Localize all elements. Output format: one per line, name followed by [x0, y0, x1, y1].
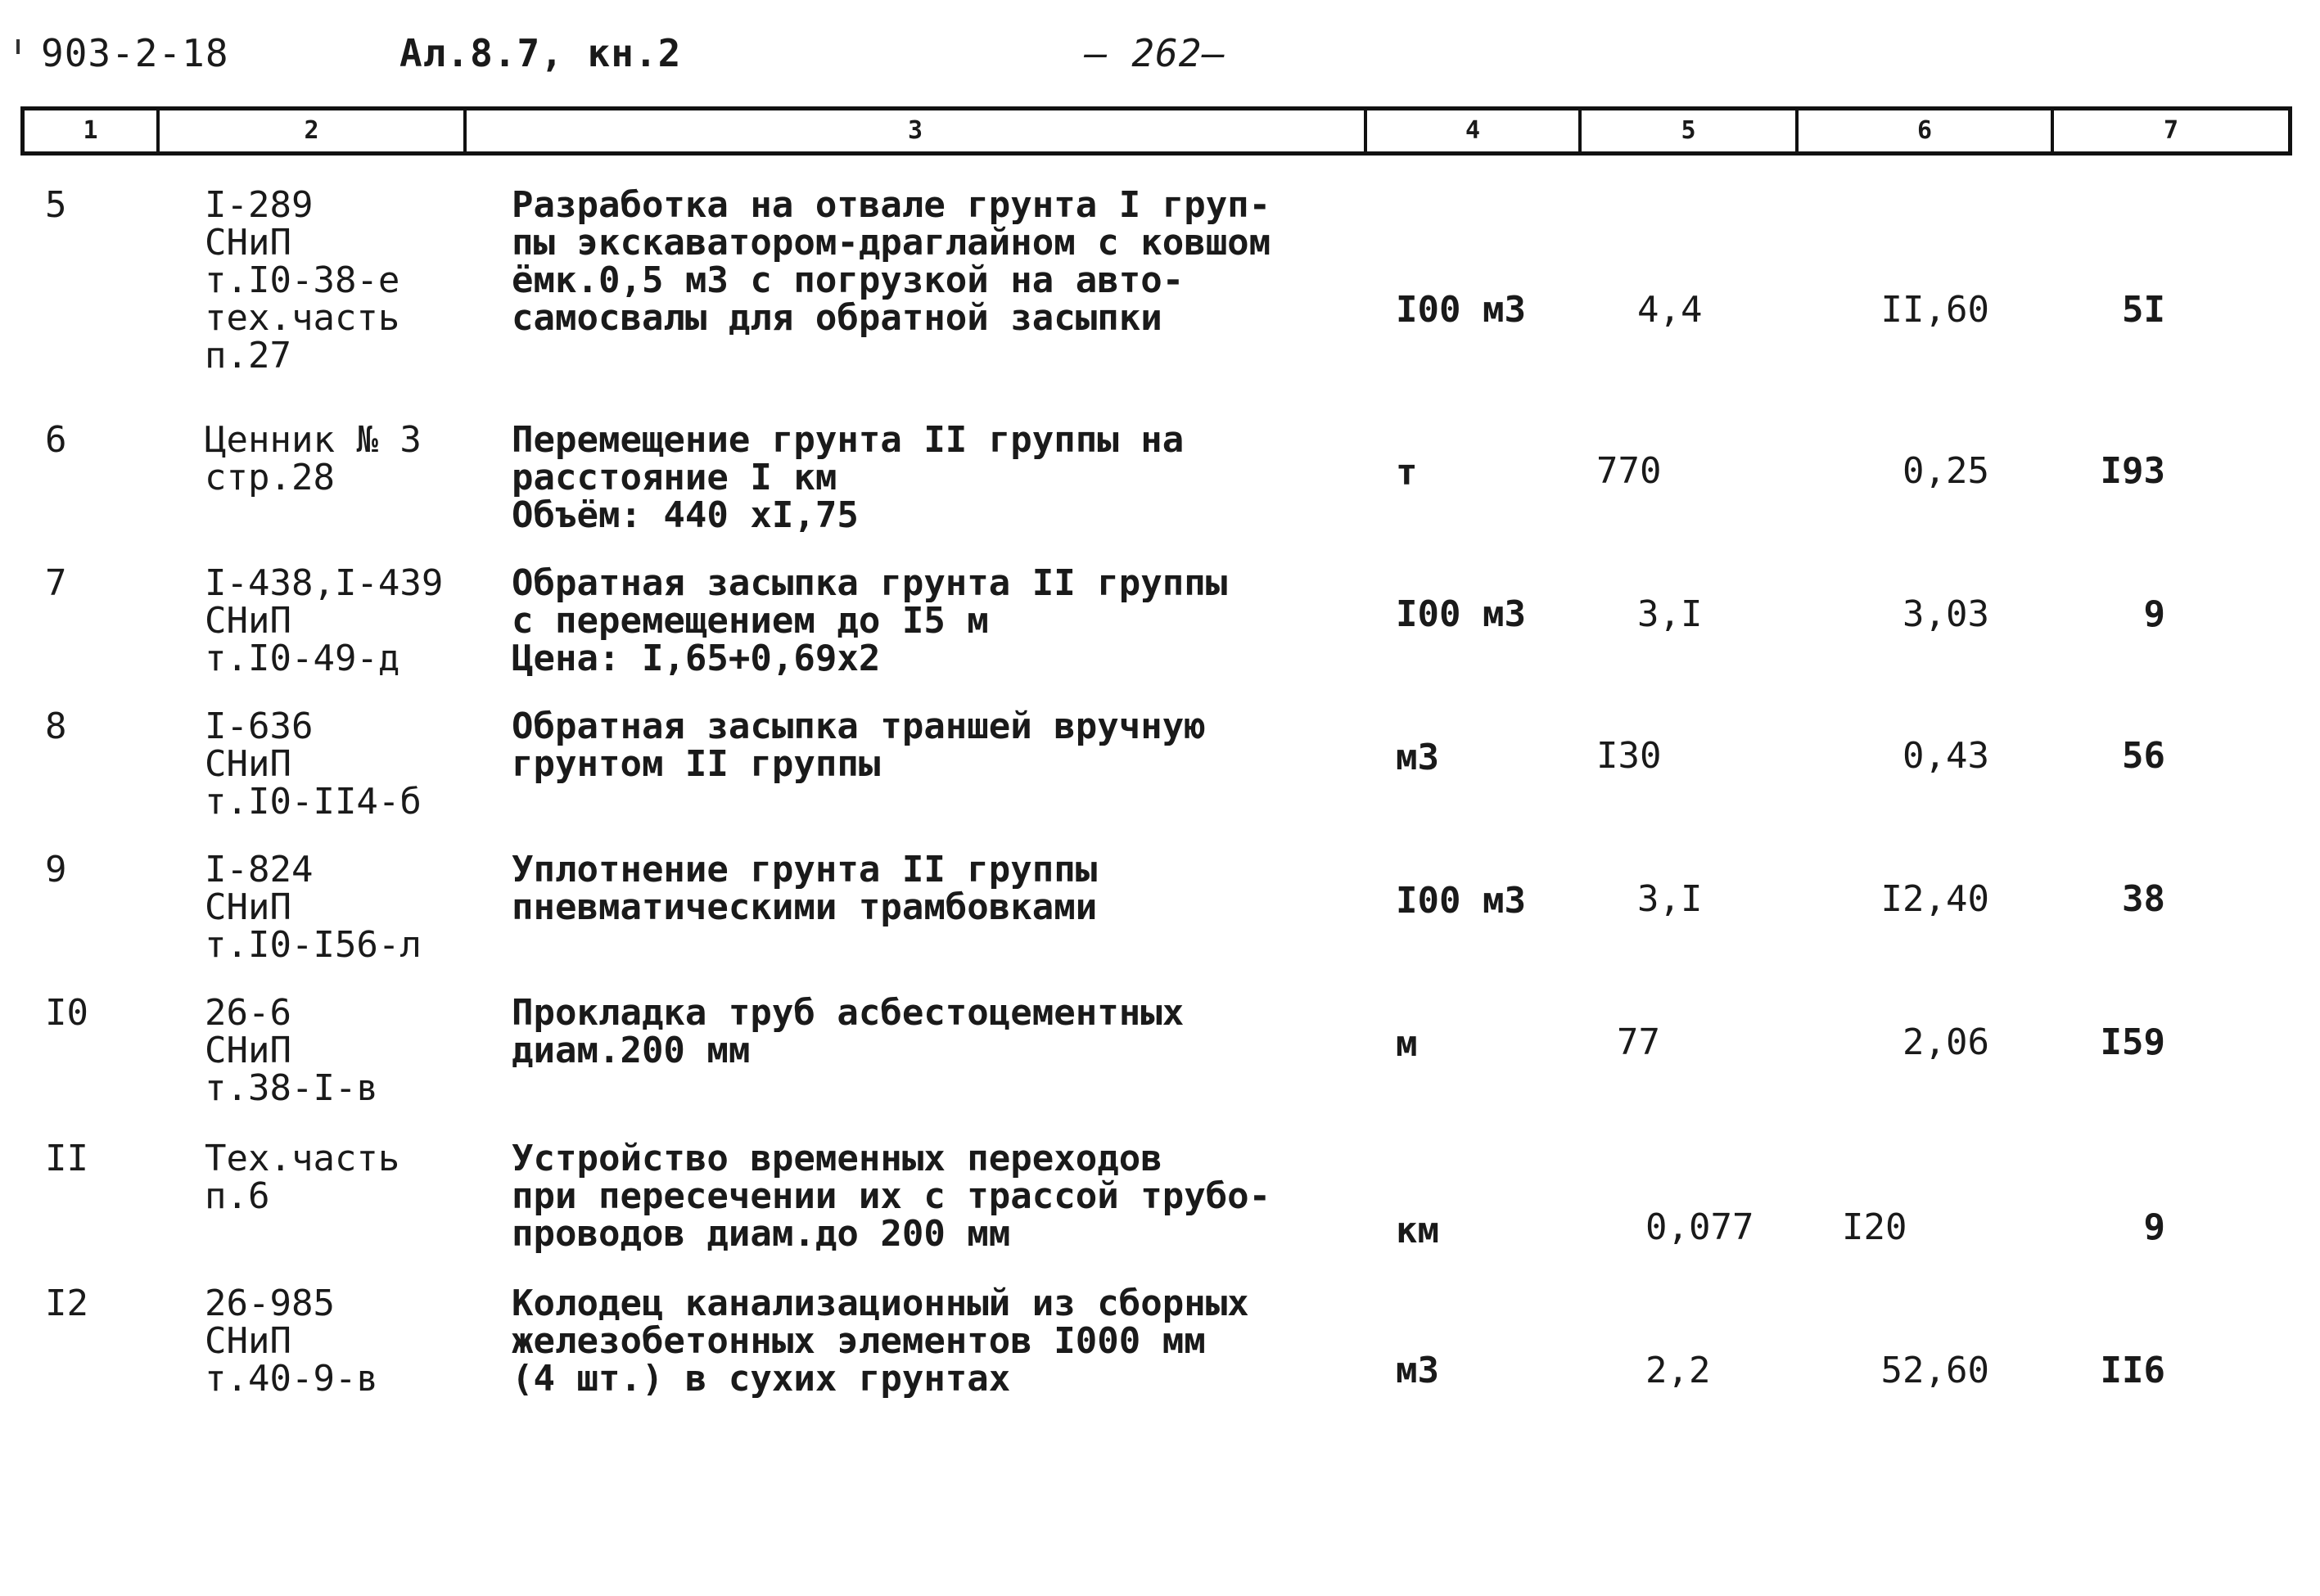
column-header-1: 1 [25, 110, 160, 151]
row-unit-price: 0,25 [1902, 450, 1989, 492]
row-quantity: 77 [1617, 1021, 1660, 1063]
row-unit: I00 м3 [1396, 593, 1526, 635]
row-unit-price: 2,06 [1902, 1021, 1989, 1063]
row-basis: 26-6 СНиП т.38-I-в [205, 992, 378, 1109]
column-header-2: 2 [160, 110, 467, 151]
document-code: 903-2-18 [41, 31, 229, 75]
column-header-7: 7 [2163, 116, 2179, 145]
row-description: Устройство временных переходов при пересечении их с трассой трубо- проводов диам.до 200 мм [512, 1138, 1271, 1255]
row-total: 5I [2122, 289, 2165, 331]
row-unit-price: 3,03 [1902, 593, 1989, 635]
row-description: Уплотнение грунта II группы пневматическими трамбовками [512, 849, 1098, 928]
row-number: 5 [45, 184, 67, 226]
album-reference: Ал.8.7, кн.2 [399, 31, 682, 75]
row-unit: I00 м3 [1396, 289, 1526, 331]
row-unit-price: I2,40 [1880, 878, 1989, 920]
row-total: I59 [2100, 1021, 2165, 1063]
row-total: I93 [2100, 450, 2165, 492]
row-total: 9 [2143, 1206, 2165, 1248]
row-description: Обратная засыпка траншей вручную грунтом II группы [512, 706, 1206, 785]
row-quantity: I30 [1596, 735, 1662, 777]
row-basis: Тех.часть п.6 [205, 1138, 400, 1217]
row-unit-price: II,60 [1880, 289, 1989, 331]
row-quantity: 3,I [1637, 878, 1703, 920]
column-header-6: 6 [1799, 110, 2054, 151]
row-unit: м [1396, 1023, 1418, 1065]
row-quantity: 770 [1596, 450, 1662, 492]
row-number: II [45, 1138, 88, 1179]
row-unit: м3 [1396, 1350, 1439, 1391]
row-total: 38 [2122, 878, 2165, 920]
row-basis: Ценник № 3 стр.28 [205, 419, 422, 498]
row-number: 8 [45, 706, 67, 747]
row-basis: I-289 СНиП т.I0-38-е тех.часть п.27 [205, 184, 400, 376]
column-header-4: 4 [1367, 110, 1582, 151]
column-header-3: 3 [467, 110, 1367, 151]
row-number: 6 [45, 419, 67, 461]
row-number: I2 [45, 1283, 88, 1324]
row-unit: км [1396, 1210, 1439, 1251]
row-quantity: 3,I [1637, 593, 1703, 635]
row-basis: 26-985 СНиП т.40-9-в [205, 1283, 378, 1400]
row-basis: I-824 СНиП т.I0-I56-л [205, 849, 422, 966]
row-description: Разработка на отвале грунта I груп- пы экскаватором-драглайном с ковшом ёмк.0,5 м3 с погрузкой на авто- самосвалы для обратной засыпки [512, 184, 1271, 339]
row-unit-price: I20 [1842, 1206, 1907, 1248]
row-description: Обратная засыпка грунта II группы с перемещением до I5 м Цена: I,65+0,69х2 [512, 562, 1228, 679]
column-header-5: 5 [1582, 110, 1799, 151]
row-unit-price: 52,60 [1880, 1350, 1989, 1391]
row-description: Перемещение грунта II группы на расстояние I км Объём: 440 хI,75 [512, 419, 1185, 536]
row-basis: I-636 СНиП т.I0-II4-б [205, 706, 422, 823]
margin-tick-mark [16, 39, 20, 54]
row-quantity: 2,2 [1645, 1350, 1711, 1391]
row-basis: I-438,I-439 СНиП т.I0-49-д [205, 562, 444, 679]
page-number: — 262— [1085, 31, 1226, 75]
row-unit: м3 [1396, 737, 1439, 778]
row-unit: т [1396, 452, 1418, 494]
row-unit-price: 0,43 [1902, 735, 1989, 777]
row-description: Колодец канализационный из сборных железобетонных элементов I000 мм (4 шт.) в сухих грунтах [512, 1283, 1249, 1400]
row-number: 7 [45, 562, 67, 604]
row-total: 56 [2122, 735, 2165, 777]
row-quantity: 0,077 [1645, 1206, 1754, 1248]
row-description: Прокладка труб асбестоцементных диам.200 мм [512, 992, 1185, 1071]
row-number: I0 [45, 992, 88, 1034]
row-number: 9 [45, 849, 67, 890]
row-total: II6 [2100, 1350, 2165, 1391]
row-unit: I00 м3 [1396, 880, 1526, 922]
row-total: 9 [2143, 593, 2165, 635]
row-quantity: 4,4 [1637, 289, 1703, 331]
column-header-band [20, 106, 2292, 156]
